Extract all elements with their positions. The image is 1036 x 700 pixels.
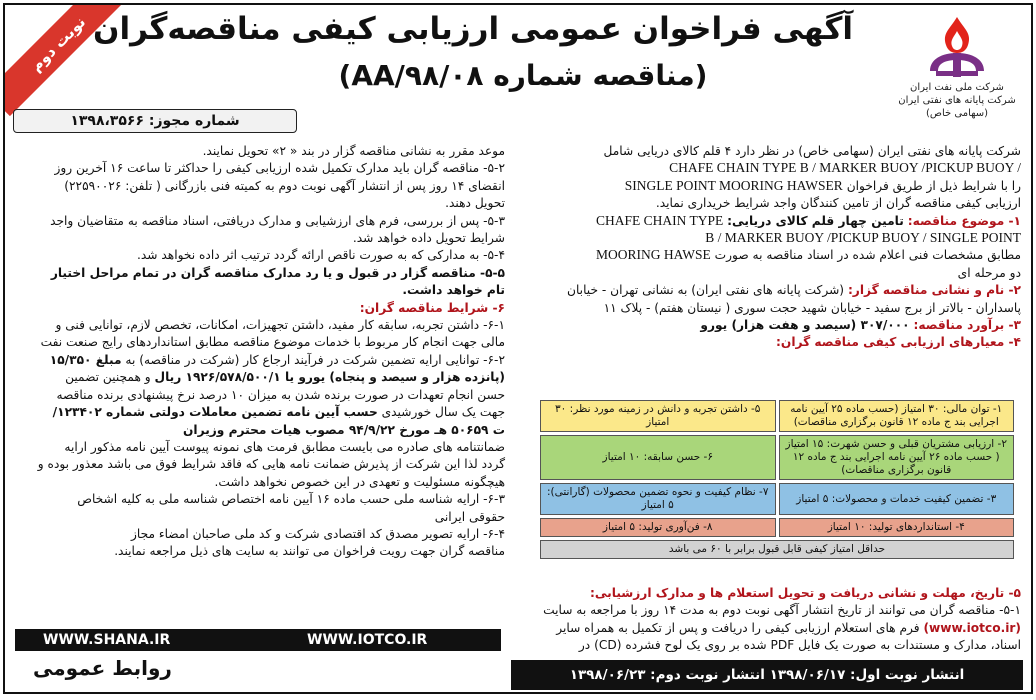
ad-title: آگهی فراخوان عمومی ارزیابی کیفی مناقصه‌گران: [93, 11, 853, 47]
criterion-cell: ۵- داشتن تجربه و دانش در زمینه مورد نظر: ۳۰ امتیاز: [540, 400, 776, 432]
criterion-cell: ۷- نظام کیفیت و نحوه تضمین محصولات (گارانتی): ۵ امتیاز: [540, 483, 776, 515]
text-line: هیچگونه مسئولیت و تعهدی در این خصوص نخواهد داشت.: [214, 474, 505, 489]
text-line: ۵-۲- مناقصه گران باید مدارک تکمیل شده ارزیابی کیفی را حداکثر تا ساعت ۱۶ آخرین روز: [54, 161, 505, 176]
intro-line: ارزیابی کیفی مناقصه گران از تامین کنندگان واجد شرایط خریداری نماید.: [655, 196, 1021, 211]
section-5-text: ۵-۱- مناقصه گران می توانند از تاریخ انتشار آگهی نوبت دوم به مدت ۱۴ روز با مراجعه به سایت: [543, 603, 1021, 618]
guarantee-amount: (پانزده هزار و سیصد و پنجاه) یورو یا ۱۹۲۶/۵۷۸/۵۰۰/۱ ریال: [154, 370, 505, 385]
second-round-ribbon: نوبت دوم: [3, 3, 130, 116]
section-5-label: ۵- تاریخ، مهلت و نشانی دریافت و تحویل استعلام ها و مدارک ارزشیابی:: [589, 586, 1021, 600]
permit-number: شماره مجوز: ۱۳۹۸،۳۵۶۶: [13, 109, 297, 133]
criterion-cell: ۱- توان مالی: ۳۰ امتیاز (حسب ماده ۲۵ آیین نامه اجرایی بند ج ماده ۱۲ قانون برگزاری مناقصات): [779, 400, 1015, 432]
text-line: موعد مقرر به نشانی مناقصه گزار در بند « ۲» تحویل نمایند.: [202, 144, 505, 158]
shana-link[interactable]: WWW.SHANA.IR: [43, 632, 171, 648]
right-column: [521, 143, 1021, 352]
section-1-text: دو مرحله ای: [957, 265, 1021, 280]
text-line: شرایط تحویل داده خواهد شد.: [352, 231, 505, 246]
text-line: ۶-۴- ارایه تصویر مصدق کد اقتصادی شرکت و کد ملی صاحبان امضاء مجاز: [130, 526, 505, 541]
intro-line-en: CHAFE CHAIN TYPE B / MARKER BUOY /PICKUP BUOY /: [669, 160, 1021, 176]
section-6-label: ۶- شرایط مناقصه گران:: [359, 300, 505, 315]
section-5-text: فرم های استعلام ارزیابی کیفی را دریافت و پس از تکمیل به همراه سایر: [556, 620, 920, 635]
intro-text: را با شرایط ذیل از طریق فراخوان: [846, 178, 1021, 193]
section-5: [521, 585, 1021, 655]
websites-bar: [15, 629, 501, 651]
minimum-score-note: حداقل امتیاز کیفی قابل قبول برابر با ۶۰ می باشد: [540, 540, 1014, 559]
logo-line-2: شرکت پایانه های نفتی ایران: [898, 95, 1016, 106]
text-line: ۵-۵- مناقصه گزار در قبول و یا رد مدارک مناقصه گران در تمام مراحل اختیار: [50, 265, 505, 280]
text-line: حقوقی ایرانی: [434, 509, 505, 524]
text-line: انقضای ۱۴ روز پس از انتشار آگهی نوبت دوم به کمیته فنی بازرگانی ( تلفن: ۲۲۵۹۰۰۲۶): [64, 178, 505, 193]
criterion-cell: ۴- استانداردهای تولید: ۱۰ امتیاز: [779, 518, 1015, 537]
section-4-label: ۴- معیارهای ارزیابی کیفی مناقصه گران:: [776, 335, 1021, 350]
section-1-en: B / MARKER BUOY /PICKUP BUOY / SINGLE POINT: [705, 230, 1021, 246]
tender-advertisement: [3, 3, 1033, 694]
text-line: مناقصه گران جهت رویت فراخوان می توانند به سایت های ذیل مراجعه نمایند.: [114, 544, 505, 559]
intro-en: SINGLE POINT MOORING HAWSER: [624, 177, 843, 193]
section-1-en: CHAFE CHAIN TYPE: [596, 212, 724, 228]
text-line: ۶-۳- ارایه شناسه ملی حسب ماده ۱۶ آیین نامه اختصاص شناسه ملی به کلیه اشخاص: [77, 492, 505, 507]
company-logo: [897, 13, 1017, 138]
text-line: حسب آیین نامه تضمین معاملات دولتی شماره ۱۲۳۴۰۲/: [52, 405, 378, 420]
oil-flame-logo-icon: [922, 13, 992, 81]
tender-number: (مناقصه شماره ۹۸/۰۸/AA): [338, 59, 708, 92]
text-line: تام خواهد داشت.: [402, 283, 505, 298]
public-relations: روابط عمومی: [33, 656, 172, 680]
text-line: جهت یک سال خورشیدی: [381, 405, 505, 420]
section-3-label: ۳- برآورد مناقصه:: [913, 318, 1021, 333]
publication-dates: انتشار نوبت اول: ۱۳۹۸/۰۶/۱۷ انتشار نوبت دوم: ۱۳۹۸/۰۶/۲۳: [511, 660, 1023, 690]
text-line: ۵-۴- به مدارکی که به صورت ناقص ارائه گردد ترتیب اثر داده نخواهد شد.: [137, 248, 505, 263]
text-line: مالی جهت انجام کار مربوط با خدمات موضوع مناقصه مطابق استانداردهای رایج صنعت نفت: [40, 335, 505, 350]
guarantee-amount: مبلغ ۱۵/۳۵۰: [49, 352, 122, 367]
iotco-link[interactable]: (www.iotco.ir): [923, 620, 1021, 635]
section-5-text: اسناد، مدارک و مستندات به صورت یک فایل PDF شده بر روی یک لوح فشرده (CD) در: [578, 638, 1021, 653]
intro-line: شرکت پایانه های نفتی ایران (سهامی خاص) در نظر دارد ۴ قلم کالای دریایی شامل: [603, 144, 1021, 158]
logo-line-3: (سهامی خاص): [925, 108, 989, 119]
criterion-cell: ۶- حسن سابقه: ۱۰ امتیاز: [540, 435, 776, 480]
text-line: ۵-۳- پس از بررسی، فرم های ارزشیابی و مدارک دریافتی، اسناد مناقصه به متقاضیان واجد: [50, 213, 505, 228]
text-line: و همچنین تضمین: [65, 370, 151, 385]
text-line: ۶-۱- داشتن تجربه، سابقه کار مفید، داشتن تجهیزات، امکانات، تخصص لازم، توانایی فنی و: [55, 318, 505, 333]
text-line: تحویل دهند.: [445, 196, 505, 211]
iotco-website-link[interactable]: WWW.IOTCO.IR: [307, 632, 428, 648]
section-1-text: تامین چهار قلم کالای دریایی:: [727, 213, 904, 228]
text-line: ضمانتنامه های صادره می بایست مطابق فرمت های نمونه پیوست آیین نامه مذکور ارایه: [64, 439, 505, 454]
criterion-cell: ۲- ارزیابی مشتریان قبلی و حسن شهرت: ۱۵ امتیاز ( حسب ماده ۲۶ آیین نامه اجرایی بند ج ماده ۱۲ قانون برگزاری مناقصات): [779, 435, 1015, 480]
text-line: گردد لذا این شرکت از پذیرش ضمانت نامه هایی که فاقد شرایط فوق می باشد معذور بوده و: [37, 457, 505, 472]
text-line: حسن انجام تعهدات در صورت برنده شدن به میزان ۱۰ درصد نرخ پیشنهادی برنده مناقصه: [56, 387, 505, 402]
text-line: ۶-۲- توانایی ارایه تضمین شرکت در فرآیند ارجاع کار (شرکت در مناقصه) به: [125, 352, 505, 367]
text-line: ت ۵۰۶۵۹ هـ مورخ ۹۴/۹/۲۲ مصوب هیات محترم وزیران: [183, 422, 505, 437]
section-2-text: پاسداران - بالاتر از برج سفید - خیابان شهید حجت سوری ( نیستان هفتم) - پلاک ۱۱: [603, 300, 1021, 315]
section-1-label: ۱- موضوع مناقصه:: [907, 213, 1021, 228]
section-2-label: ۲- نام و نشانی مناقصه گزار:: [847, 283, 1021, 298]
criterion-cell: ۳- تضمین کیفیت خدمات و محصولات: ۵ امتیاز: [779, 483, 1015, 515]
section-2-text: (شرکت پایانه های نفتی ایران) به نشانی تهران - خیابان: [567, 283, 845, 298]
section-1-text: مطابق مشخصات فنی اعلام شده در اسناد مناقصه به صورت: [714, 248, 1021, 263]
section-1-en: MOORING HAWSE: [596, 247, 711, 263]
criterion-cell: ۸- فن‌آوری تولید: ۵ امتیاز: [540, 518, 776, 537]
logo-line-1: شرکت ملی نفت ایران: [910, 82, 1004, 93]
left-column: [15, 143, 505, 561]
tender-estimate: ۳۰۷/۰۰۰ (سیصد و هفت هزار) یورو: [700, 318, 910, 333]
criteria-table: [537, 397, 1017, 562]
